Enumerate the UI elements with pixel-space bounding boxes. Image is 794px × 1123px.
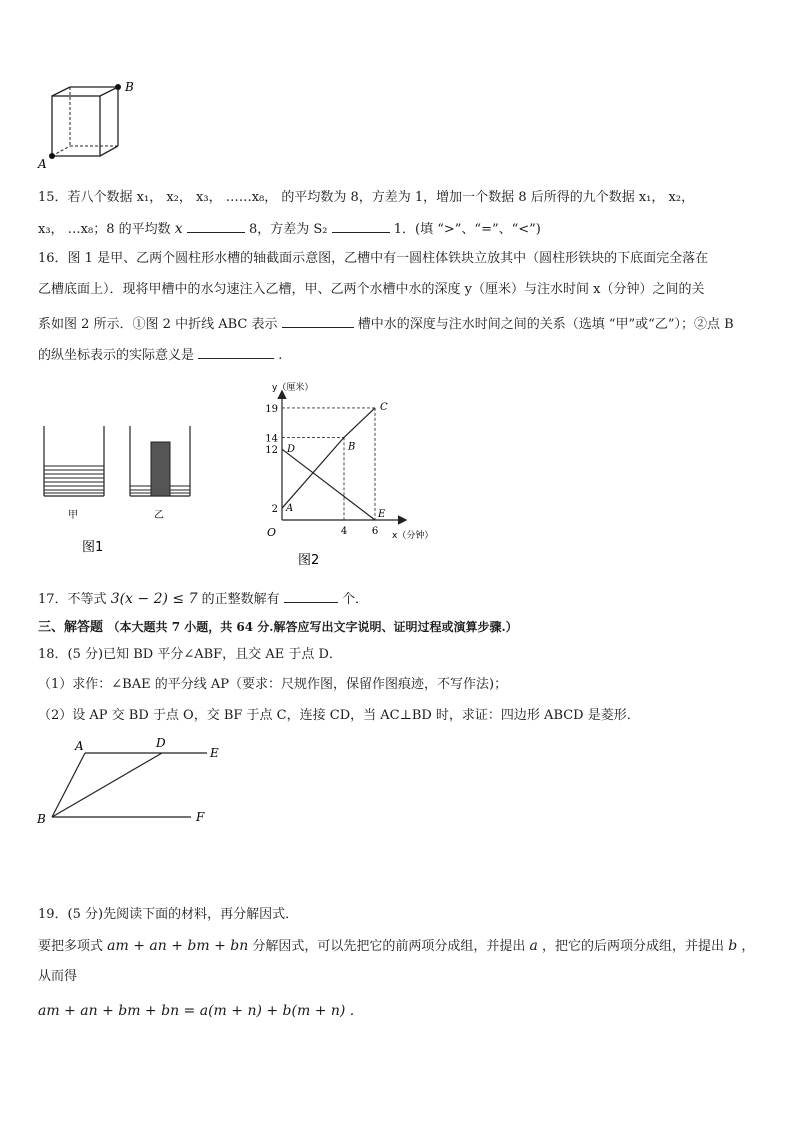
q19-var-b: b [728, 938, 738, 954]
origin-label: O [267, 526, 277, 539]
q16-line3a: 系如图 2 所示．①图 2 中折线 ABC 表示 [38, 317, 278, 332]
section-3-title: 三、解答题 [38, 620, 104, 635]
point-label-c: C [380, 401, 388, 413]
q18-line2: （1）求作：∠BAE 的平分线 AP（要求：尺规作图，保留作图痕迹，不写作法)； [38, 677, 508, 692]
cube-label-a: A [38, 157, 47, 171]
q19-line2b: 分解因式，可以先把它的前两项分成组，并提出 [252, 939, 526, 954]
q15-line2 [38, 218, 758, 239]
q19-line1: 19．(5 分)先阅读下面的材料，再分解因式． [38, 907, 299, 922]
tank-jia-label: 甲 [68, 510, 78, 521]
tank-yi [130, 426, 190, 496]
iron-block [151, 442, 170, 496]
y-axis-label: y（厘米） [272, 383, 314, 393]
tank-yi-label: 乙 [154, 510, 164, 521]
q16-line3 [38, 313, 758, 334]
point-label-b: B [348, 441, 356, 453]
q17-part-b: 的正整数解有 [201, 592, 280, 607]
q15-blank-mean[interactable] [187, 218, 245, 233]
q18-figure [35, 735, 225, 830]
q17-part-c: 个． [341, 592, 368, 607]
y-tick-14: 14 [265, 433, 278, 445]
q17-line [38, 588, 758, 609]
q15-line2a: x₃， …x₈；8 的平均数 [38, 222, 171, 237]
q19-polynomial: am + an + bm + bn [107, 938, 249, 954]
q16-blank-meaning[interactable] [198, 344, 274, 359]
q18-label-d: D [156, 736, 166, 750]
q18-line1: 18．(5 分)已知 BD 平分∠ABF，且交 AE 于点 D． [38, 647, 342, 662]
q19-line2a: 要把多项式 [38, 939, 104, 954]
point-b-dot [115, 84, 121, 90]
q19-line2c: ，把它的后两项分成组，并提出 [542, 939, 725, 954]
x-tick-6: 6 [371, 526, 379, 537]
figure-1-caption: 图1 [82, 540, 104, 555]
y-tick-2: 2 [271, 504, 278, 516]
cube-figure [38, 80, 148, 172]
section-3-heading [38, 618, 758, 637]
q15-mean-var: x [174, 221, 183, 237]
q19-line3: 从而得 [38, 969, 78, 984]
q17-blank-count[interactable] [284, 588, 338, 603]
q16-line2: 乙槽底面上）．现将甲槽中的水匀速注入乙槽，甲、乙两个水槽中水的深度 y（厘米）与注水时间 x（分钟）之间的关 [38, 282, 705, 297]
x-tick-4: 4 [340, 526, 348, 537]
chart-marks [265, 402, 388, 537]
figure-2-caption: 图2 [298, 553, 320, 568]
tank-jia [44, 426, 104, 496]
q16-blank-tank[interactable] [282, 313, 354, 328]
series-abc-line [282, 408, 375, 508]
q17-inequality: 3(x − 2) ≤ 7 [110, 591, 198, 607]
cube-label-b: B [125, 80, 134, 94]
point-label-e: E [378, 509, 386, 520]
q19-factor-equation: am + an + bm + bn = a(m + n) + b(m + n) . [38, 1003, 355, 1019]
point-label-d: D [287, 444, 296, 456]
q18-label-b: B [37, 812, 46, 826]
q16-line4a: 的纵坐标表示的实际意义是 [38, 348, 195, 363]
q15-line1: 15．若八个数据 x₁， x₂， x₃， ……x₈， 的平均数为 8，方差为 1，增加一个数据 8 后所得的九个数据 x₁， x₂， [38, 190, 695, 205]
q16-line1: 16．图 1 是甲、乙两个圆柱形水槽的轴截面示意图，乙槽中有一圆柱体铁块立放其中（圆柱形铁块的下底面完全落在 [38, 251, 709, 266]
point-a-dot [49, 153, 55, 159]
series-de-line [282, 449, 375, 520]
q18-label-a: A [75, 739, 84, 753]
y-tick-12: 12 [265, 445, 278, 457]
q15-line2b: 8，方差为 S₂ [248, 222, 328, 237]
figure-2-chart [250, 378, 450, 573]
q19-line2d: ， [741, 939, 755, 954]
q18-label-f: F [196, 810, 205, 824]
q18-line3: （2）设 AP 交 BD 于点 O，交 BF 于点 C，连接 CD，当 AC⊥BD 时，求证：四边形 ABCD 是菱形． [38, 708, 640, 723]
point-label-a: A [286, 503, 294, 515]
q19-line2 [38, 937, 758, 956]
q19-var-a: a [529, 938, 538, 954]
q16-line3b: 槽中水的深度与注水时间之间的关系（选填 “甲”或“乙”）；②点 B [357, 317, 734, 332]
q18-label-e: E [210, 746, 219, 760]
q16-line4 [38, 344, 758, 365]
figure-1-tanks [38, 420, 208, 560]
q16-line4b: . [278, 348, 283, 363]
x-axis-label: x（分钟） [392, 531, 434, 541]
section-3-note: （本大题共 7 小题，共 64 分.解答应写出文字说明、证明过程或演算步骤.） [107, 620, 518, 634]
q17-part-a: 17．不等式 [38, 592, 107, 607]
q15-line2c: 1．(填 “>”、“=”、“<”) [393, 222, 541, 237]
q15-blank-variance[interactable] [332, 218, 390, 233]
y-tick-19: 19 [265, 403, 278, 415]
